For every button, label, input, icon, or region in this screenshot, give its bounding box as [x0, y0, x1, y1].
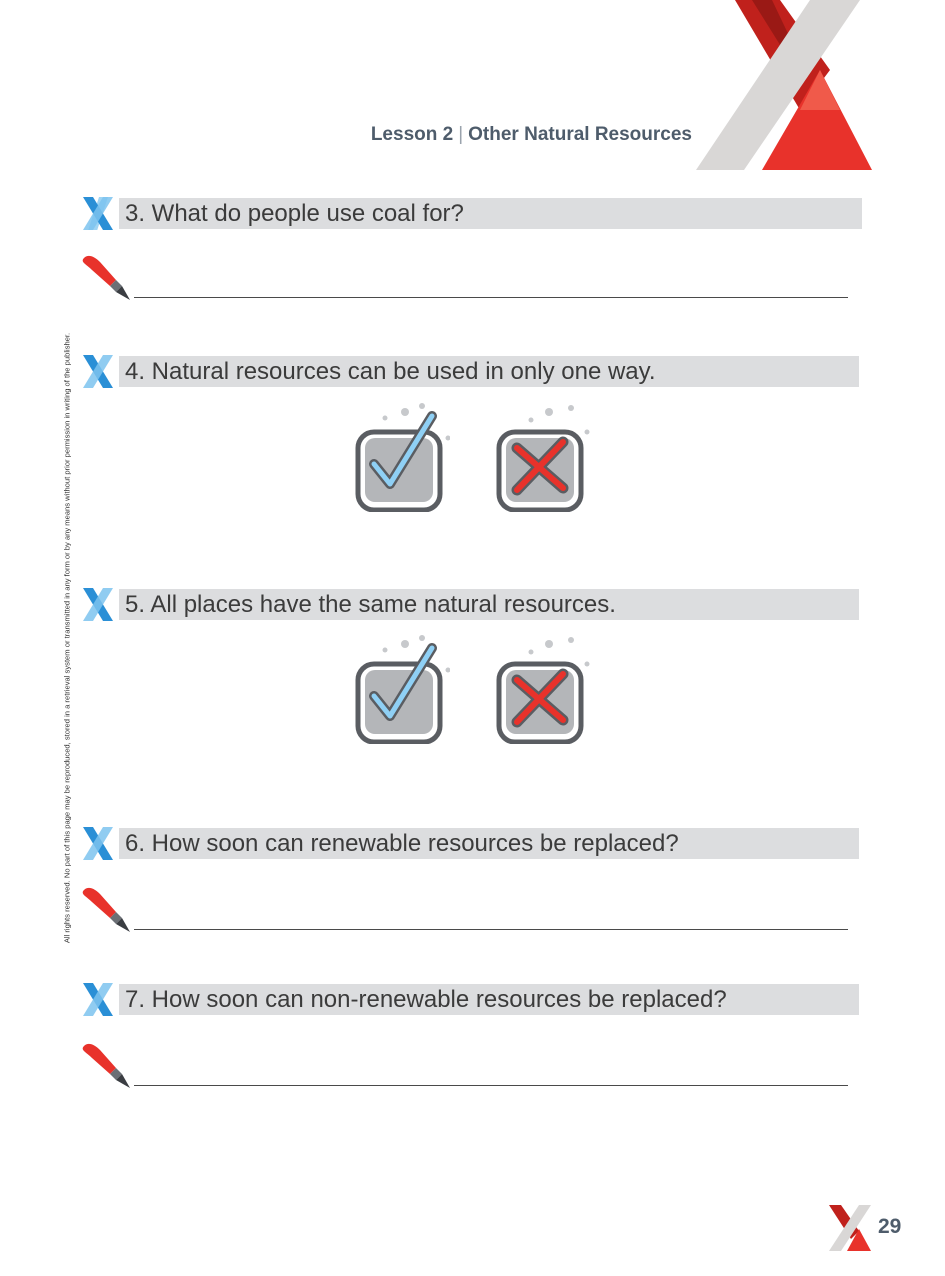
page-number: 29 — [878, 1215, 902, 1238]
corner-decoration — [690, 0, 880, 170]
checkbox-check-icon[interactable] — [350, 402, 450, 512]
question-3-bar — [119, 198, 862, 229]
publisher-logo — [829, 1205, 873, 1251]
question-6-bar — [119, 828, 859, 859]
answer-line-6[interactable] — [134, 929, 848, 930]
paintbrush-icon — [80, 1040, 132, 1092]
question-6-text: 6. How soon can renewable resources be replaced? — [125, 829, 679, 857]
question-4-bar — [119, 356, 859, 387]
x-marker-icon — [83, 197, 113, 230]
question-5-bar — [119, 589, 859, 620]
question-7-text: 7. How soon can non-renewable resources be replaced? — [125, 985, 727, 1013]
checkbox-cross-icon[interactable] — [491, 402, 591, 512]
x-marker-icon — [83, 983, 113, 1016]
header-separator: | — [458, 124, 464, 145]
checkbox-check-icon[interactable] — [350, 634, 450, 744]
question-5-text: 5. All places have the same natural resources. — [125, 590, 616, 618]
lesson-label: Lesson 2 — [370, 124, 454, 145]
x-marker-icon — [83, 827, 113, 860]
paintbrush-icon — [80, 252, 132, 304]
x-marker-icon — [83, 588, 113, 621]
paintbrush-icon — [80, 884, 132, 936]
copyright-notice: All rights reserved. No part of this page may be reproduced, stored in a retrieval system or transmitted in any form or by any means without prior permission in writing of the publisher. — [62, 332, 72, 944]
question-3-text: 3. What do people use coal for? — [125, 199, 464, 227]
lesson-header — [250, 124, 692, 146]
answer-line-7[interactable] — [134, 1085, 848, 1086]
question-4-text: 4. Natural resources can be used in only one way. — [125, 357, 656, 385]
question-7-bar — [119, 984, 859, 1015]
checkbox-cross-icon[interactable] — [491, 634, 591, 744]
answer-line-3[interactable] — [134, 297, 848, 298]
x-marker-icon — [83, 355, 113, 388]
lesson-title: Other Natural Resources — [468, 124, 692, 145]
